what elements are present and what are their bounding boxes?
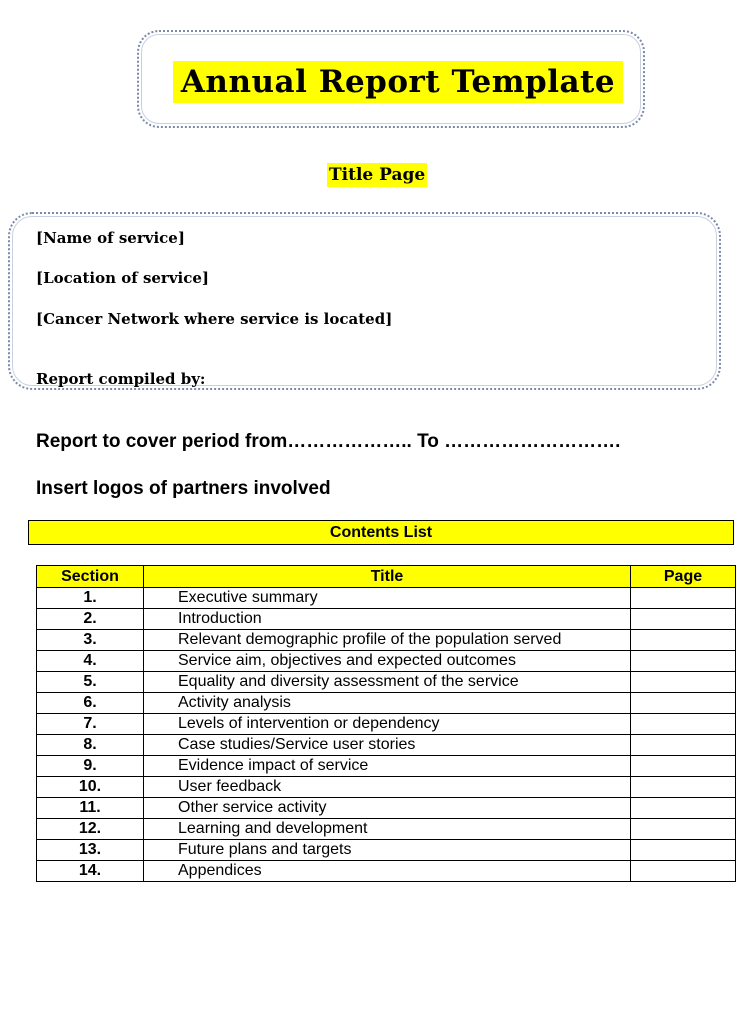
page-number-cell [631,609,736,630]
partner-logos-line: Insert logos of partners involved [36,478,331,499]
table-row [37,609,736,630]
section-number-cell: 2. [37,609,144,630]
page-number-cell [631,735,736,756]
section-number-cell: 3. [37,630,144,651]
section-title-cell: Service aim, objectives and expected outcomes [144,651,631,672]
contents-table [36,565,736,882]
table-row [37,840,736,861]
page-number-cell [631,630,736,651]
service-location-placeholder: [Location of service] [36,269,210,287]
section-title-cell: Introduction [144,609,631,630]
contents-list-heading: Contents List [28,520,734,545]
table-row [37,798,736,819]
section-number-cell: 14. [37,861,144,882]
table-row [37,861,736,882]
section-title-cell: User feedback [144,777,631,798]
page-number-cell [631,651,736,672]
section-number-cell: 1. [37,588,144,609]
page-number-cell [631,714,736,735]
section-title-cell: Learning and development [144,819,631,840]
table-row [37,630,736,651]
table-row [37,672,736,693]
section-number-cell: 8. [37,735,144,756]
section-title-cell: Relevant demographic profile of the population served [144,630,631,651]
section-title-cell: Evidence impact of service [144,756,631,777]
table-row [37,735,736,756]
section-title-cell: Levels of intervention or dependency [144,714,631,735]
title-page-heading: Title Page [329,165,426,185]
section-number-cell: 4. [37,651,144,672]
section-title-cell: Case studies/Service user stories [144,735,631,756]
page-number-cell [631,777,736,798]
section-number-cell: 11. [37,798,144,819]
cancer-network-placeholder: [Cancer Network where service is located] [36,310,393,328]
page-column-header: Page [631,566,736,588]
table-row [37,777,736,798]
page-number-cell [631,693,736,714]
section-title-cell: Executive summary [144,588,631,609]
section-number-cell: 5. [37,672,144,693]
section-title-cell: Equality and diversity assessment of the service [144,672,631,693]
section-title-cell: Future plans and targets [144,840,631,861]
report-period-line: Report to cover period from……………….. To ………………………. [36,431,621,452]
section-title-cell: Appendices [144,861,631,882]
document-title: Annual Report Template [173,61,623,103]
page-number-cell [631,819,736,840]
page-number-cell [631,798,736,819]
section-number-cell: 13. [37,840,144,861]
table-row [37,756,736,777]
page-number-cell [631,588,736,609]
table-row [37,651,736,672]
section-title-cell: Other service activity [144,798,631,819]
section-column-header: Section [37,566,144,588]
section-number-cell: 6. [37,693,144,714]
table-row [37,693,736,714]
page-number-cell [631,861,736,882]
table-row [37,714,736,735]
table-row [37,588,736,609]
table-row [37,819,736,840]
page-number-cell [631,756,736,777]
contents-header-row [37,566,736,588]
compiled-by-label: Report compiled by: [36,370,206,388]
section-number-cell: 7. [37,714,144,735]
section-number-cell: 9. [37,756,144,777]
section-title-cell: Activity analysis [144,693,631,714]
page-number-cell [631,672,736,693]
title-column-header: Title [144,566,631,588]
section-number-cell: 12. [37,819,144,840]
page-number-cell [631,840,736,861]
section-number-cell: 10. [37,777,144,798]
service-name-placeholder: [Name of service] [36,229,185,247]
